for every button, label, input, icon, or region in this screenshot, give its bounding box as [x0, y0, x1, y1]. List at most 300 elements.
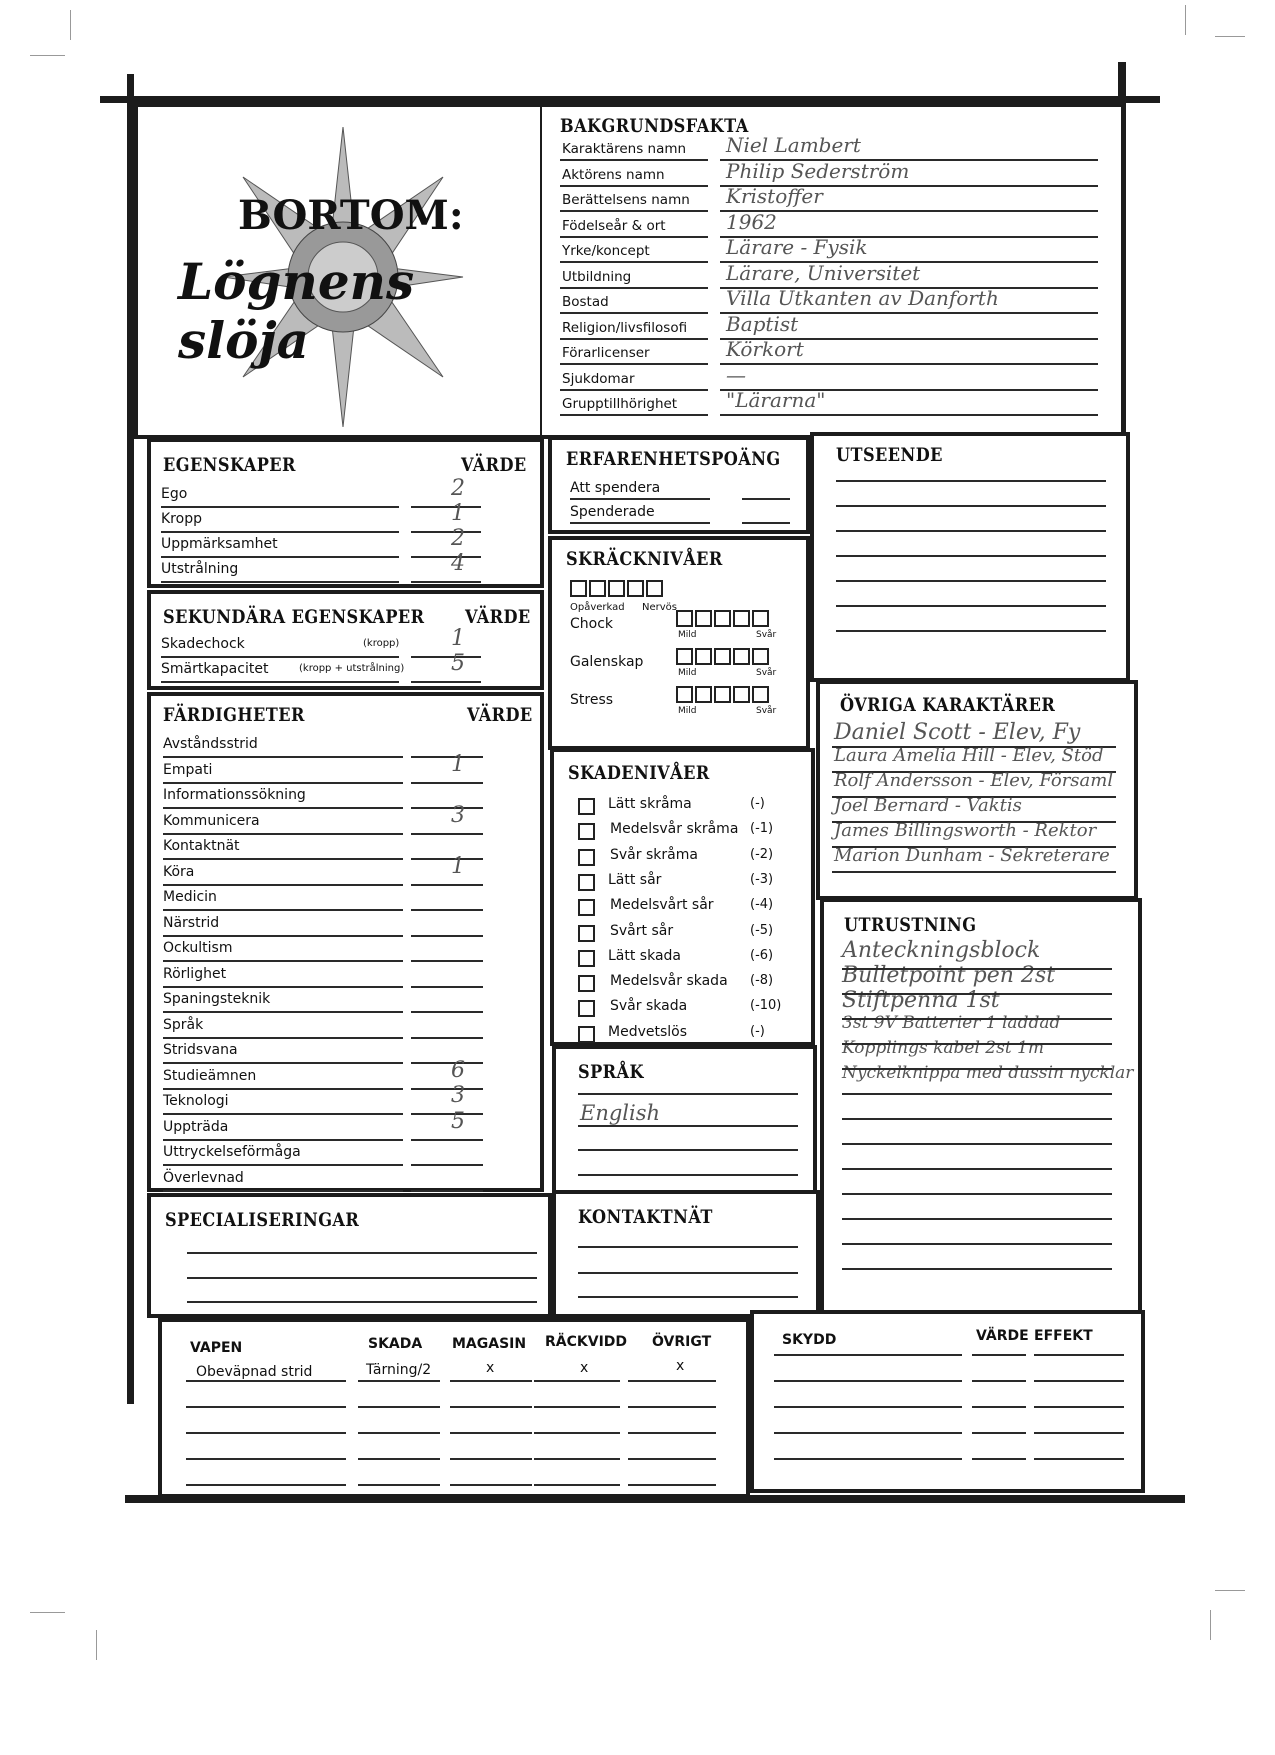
skill-label: Rörlighet	[163, 965, 227, 982]
damage-label: Medvetslös	[608, 1023, 688, 1040]
skill-line	[163, 909, 403, 911]
skills-box	[147, 692, 544, 1192]
weapon-name: Obeväpnad strid	[196, 1364, 313, 1380]
damage-checkbox[interactable]	[578, 1000, 595, 1017]
damage-label: Medelsvår skada	[610, 973, 728, 990]
skill-line	[163, 1164, 403, 1166]
secondary-value-field[interactable]	[411, 656, 481, 658]
skill-label: Empati	[163, 761, 213, 778]
equipment-entry: Bulletpoint pen 2st	[842, 963, 1056, 988]
damage-box	[550, 748, 815, 1046]
weapons-header-other: ÖVRIGT	[652, 1334, 712, 1350]
other-character-entry: Laura Amelia Hill - Elev, Stöd	[834, 745, 1104, 766]
skill-line	[163, 935, 403, 937]
skill-value-field[interactable]	[411, 782, 483, 784]
skill-label: Medicin	[163, 889, 217, 905]
background-value-field[interactable]	[720, 363, 1098, 365]
background-value: —	[726, 362, 746, 387]
attribute-value-field[interactable]	[411, 506, 481, 508]
skill-value-field[interactable]	[411, 1088, 483, 1090]
skill-value: 1	[451, 853, 465, 879]
fear-checkboxes[interactable]	[676, 610, 771, 627]
language-line	[578, 1149, 798, 1151]
appearance-line[interactable]	[836, 555, 1106, 557]
attribute-line	[161, 531, 399, 533]
damage-modifier: (-2)	[750, 846, 774, 862]
weapon-field[interactable]	[628, 1484, 716, 1486]
skill-value: 6	[451, 1057, 465, 1083]
attribute-label: Ego	[161, 486, 188, 502]
damage-checkbox[interactable]	[578, 899, 595, 916]
frame-top-bar	[100, 96, 1160, 103]
weapon-field[interactable]	[450, 1484, 532, 1486]
skill-line	[163, 807, 403, 809]
skill-line	[163, 884, 403, 886]
damage-checkbox[interactable]	[578, 950, 595, 967]
damage-title: SKADENIVÅER	[568, 762, 710, 784]
protection-field[interactable]	[972, 1354, 1026, 1356]
fear-mild-label: Mild	[678, 668, 697, 678]
background-value: "Lärarna"	[726, 388, 826, 412]
weapons-header-damage: SKADA	[368, 1336, 423, 1352]
equipment-title: UTRUSTNING	[844, 914, 977, 936]
skill-line	[163, 1011, 403, 1013]
weapon-field[interactable]	[628, 1380, 716, 1382]
background-label-line	[560, 185, 708, 187]
weapon-field[interactable]	[534, 1406, 620, 1408]
secondary-line	[161, 656, 399, 658]
weapon-field[interactable]	[534, 1484, 620, 1486]
weapon-field[interactable]	[628, 1432, 716, 1434]
skill-label: Studieämnen	[163, 1067, 257, 1084]
weapons-header-name: VAPEN	[190, 1340, 243, 1356]
skill-line	[163, 782, 403, 784]
skill-value-field[interactable]	[411, 1011, 483, 1013]
weapon-field[interactable]	[358, 1432, 440, 1434]
damage-modifier: (-1)	[750, 821, 774, 837]
weapon-field[interactable]	[534, 1380, 620, 1382]
skill-label: Överlevnad	[163, 1169, 244, 1186]
logo-title: BORTOM:	[238, 192, 464, 239]
skill-value-field[interactable]	[411, 1037, 483, 1039]
damage-checkbox[interactable]	[578, 823, 595, 840]
fear-label: Galenskap	[570, 654, 644, 670]
skill-label: Informationssökning	[163, 787, 306, 803]
weapon-field[interactable]	[186, 1432, 346, 1434]
appearance-title: UTSEENDE	[836, 444, 943, 466]
weapon-field[interactable]	[450, 1380, 532, 1382]
fear-mild-label: Mild	[678, 630, 697, 640]
experience-to-spend-field[interactable]	[742, 498, 790, 500]
background-label: Karaktärens namn	[562, 141, 687, 157]
secondary-line	[161, 681, 399, 683]
skill-label: Spaningsteknik	[163, 991, 271, 1007]
experience-spent-label: Spenderade	[570, 504, 655, 520]
skill-line	[163, 858, 403, 860]
skill-value-field[interactable]	[411, 833, 483, 835]
equipment-line[interactable]	[842, 1243, 1112, 1245]
skill-label: Kommunicera	[163, 812, 260, 829]
weapons-box	[158, 1318, 750, 1498]
equipment-line[interactable]	[842, 993, 1112, 995]
background-label: Födelseår & ort	[562, 217, 666, 234]
attribute-value: 2	[451, 526, 465, 551]
weapon-field[interactable]	[358, 1380, 440, 1382]
weapons-header-range: RÄCKVIDD	[545, 1334, 628, 1350]
background-label: Aktörens namn	[562, 166, 665, 183]
appearance-line[interactable]	[836, 630, 1106, 632]
experience-spent-field[interactable]	[742, 522, 790, 524]
other-character-entry: Daniel Scott - Elev, Fy	[834, 720, 1081, 745]
background-label: Berättelsens namn	[562, 192, 690, 208]
skill-value-field[interactable]	[411, 1190, 483, 1192]
experience-title: ERFARENHETSPOÄNG	[566, 448, 781, 470]
skill-label: Språk	[163, 1016, 204, 1033]
equipment-line[interactable]	[842, 1193, 1112, 1195]
specializations-line	[187, 1252, 537, 1254]
fear-label: Chock	[570, 616, 614, 632]
background-label-line	[560, 363, 708, 365]
language-title: SPRÅK	[578, 1061, 644, 1083]
secondary-note: (kropp)	[363, 638, 400, 649]
background-label-line	[560, 312, 708, 314]
logo-box	[134, 103, 544, 439]
protection-field[interactable]	[774, 1406, 962, 1408]
damage-modifier: (-4)	[750, 897, 774, 913]
secondary-label: Skadechock	[161, 636, 245, 652]
experience-line	[570, 522, 710, 524]
skill-value-field[interactable]	[411, 884, 483, 886]
protection-field[interactable]	[972, 1458, 1026, 1460]
skill-value-field[interactable]	[411, 986, 483, 988]
damage-label: Medelsvårt sår	[610, 897, 714, 914]
damage-checkbox[interactable]	[578, 874, 595, 891]
specializations-line	[187, 1277, 537, 1279]
fear-nervous-label: Nervös	[642, 602, 677, 613]
language-box	[552, 1045, 817, 1195]
appearance-line[interactable]	[836, 580, 1106, 582]
attribute-label: Uppmärksamhet	[161, 536, 278, 552]
protection-box	[750, 1310, 1145, 1493]
weapon-other: x	[676, 1358, 685, 1374]
background-value: Baptist	[726, 311, 799, 336]
protection-field[interactable]	[1034, 1354, 1124, 1356]
weapons-header-magazine: MAGASIN	[452, 1336, 527, 1352]
skill-value-field[interactable]	[411, 807, 483, 809]
background-value: Villa Utkanten av Danforth	[726, 286, 999, 310]
skill-value: 3	[451, 1083, 465, 1108]
skill-line	[163, 960, 403, 962]
background-label-line	[560, 287, 708, 289]
protection-field[interactable]	[972, 1432, 1026, 1434]
damage-label: Lätt skråma	[608, 796, 692, 812]
skill-label: Teknologi	[163, 1093, 229, 1109]
weapon-field[interactable]	[186, 1380, 346, 1382]
damage-modifier: (-6)	[750, 947, 774, 963]
skill-label: Ockultism	[163, 940, 233, 956]
damage-checkbox[interactable]	[578, 925, 595, 942]
equipment-line[interactable]	[842, 1093, 1112, 1095]
damage-label: Svår skråma	[610, 846, 698, 863]
secondary-title: SEKUNDÄRA EGENSKAPER	[163, 606, 425, 628]
equipment-line[interactable]	[842, 1168, 1112, 1170]
weapon-field[interactable]	[628, 1406, 716, 1408]
skill-label: Avståndsstrid	[163, 736, 258, 752]
protection-field[interactable]	[774, 1380, 962, 1382]
damage-checkbox[interactable]	[578, 975, 595, 992]
other-character-entry: James Billingsworth - Rektor	[834, 820, 1097, 841]
background-value: Lärare, Universitet	[726, 260, 921, 285]
skill-label: Kontaktnät	[163, 838, 240, 854]
background-label: Grupptillhörighet	[562, 396, 678, 412]
protection-header-value: VÄRDE	[976, 1328, 1029, 1344]
background-label-line	[560, 414, 708, 416]
protection-field[interactable]	[774, 1354, 962, 1356]
secondary-note: (kropp + utstrålning)	[299, 663, 405, 674]
fear-label: Stress	[570, 692, 614, 708]
damage-label: Svår skada	[610, 998, 688, 1015]
damage-modifier: (-3)	[750, 871, 774, 887]
attribute-line	[161, 506, 399, 508]
weapon-field[interactable]	[450, 1432, 532, 1434]
background-box	[542, 103, 1125, 439]
damage-label: Medelsvår skråma	[610, 821, 739, 838]
skill-line	[163, 1139, 403, 1141]
protection-field[interactable]	[1034, 1432, 1124, 1434]
fear-checkboxes[interactable]	[676, 686, 771, 703]
damage-modifier: (-5)	[750, 922, 774, 938]
skill-line	[163, 833, 403, 835]
background-label: Utbildning	[562, 268, 632, 285]
language-line	[578, 1174, 798, 1176]
skill-label: Köra	[163, 863, 195, 880]
weapon-field[interactable]	[186, 1484, 346, 1486]
appearance-line[interactable]	[836, 530, 1106, 532]
protection-field[interactable]	[774, 1458, 962, 1460]
character-sheet	[10, 0, 1255, 1755]
damage-label: Lätt sår	[608, 871, 662, 888]
skills-value-header: VÄRDE	[467, 704, 533, 726]
damage-modifier: (-)	[750, 796, 765, 811]
skill-value: 1	[451, 751, 465, 777]
attribute-value-field[interactable]	[411, 531, 481, 533]
background-label-line	[560, 210, 708, 212]
damage-label: Svårt sår	[610, 922, 674, 939]
contacts-line	[578, 1296, 798, 1298]
attribute-value: 2	[451, 476, 465, 501]
weapon-range: x	[580, 1360, 589, 1376]
damage-label: Lätt skada	[608, 947, 682, 964]
fear-severe-label: Svår	[756, 668, 777, 678]
secondary-label: Smärtkapacitet	[161, 661, 269, 677]
other-character-entry: Rolf Andersson - Elev, Församl	[834, 770, 1114, 791]
skill-value-field[interactable]	[411, 935, 483, 937]
equipment-entry: Kopplings kabel 2st 1m	[842, 1038, 1045, 1058]
crop-mark	[30, 55, 65, 56]
appearance-box	[810, 432, 1130, 682]
skill-value-field[interactable]	[411, 960, 483, 962]
damage-modifier: (-10)	[750, 998, 782, 1014]
background-value-field[interactable]	[720, 414, 1098, 416]
other-character-entry: Marion Dunham - Sekreterare	[834, 845, 1110, 866]
fear-box	[548, 536, 810, 750]
secondary-value: 5	[451, 651, 465, 676]
other-characters-title: ÖVRIGA KARAKTÄRER	[840, 694, 1056, 716]
crop-mark	[1210, 1610, 1211, 1640]
secondary-value-field[interactable]	[411, 681, 481, 683]
contacts-line	[578, 1272, 798, 1274]
skill-label: Uppträda	[163, 1118, 229, 1135]
damage-checkbox[interactable]	[578, 849, 595, 866]
equipment-line[interactable]	[842, 968, 1112, 970]
attributes-value-header: VÄRDE	[461, 454, 527, 476]
specializations-line	[187, 1301, 537, 1303]
secondary-box	[147, 590, 544, 690]
experience-box	[548, 436, 810, 534]
language-line	[578, 1093, 798, 1095]
other-characters-box	[816, 680, 1138, 900]
appearance-line[interactable]	[836, 605, 1106, 607]
weapon-field[interactable]	[534, 1432, 620, 1434]
background-value: Lärare - Fysik	[726, 235, 868, 259]
weapon-field[interactable]	[450, 1406, 532, 1408]
equipment-line[interactable]	[842, 1218, 1112, 1220]
crop-mark	[1215, 1590, 1245, 1591]
background-label-line	[560, 261, 708, 263]
fear-mild-label: Mild	[678, 706, 697, 716]
contacts-line	[578, 1246, 798, 1248]
skill-value-field[interactable]	[411, 1113, 483, 1115]
skill-line	[163, 756, 403, 758]
skill-value-field[interactable]	[411, 1164, 483, 1166]
equipment-line[interactable]	[842, 1018, 1112, 1020]
fear-unaffected-label: Opåverkad	[570, 602, 625, 613]
contacts-box	[552, 1190, 820, 1318]
skill-label: Uttryckelseförmåga	[163, 1144, 301, 1160]
fear-severe-label: Svår	[756, 630, 777, 640]
protection-field[interactable]	[774, 1432, 962, 1434]
skill-value-field[interactable]	[411, 756, 483, 758]
skill-value: 3	[451, 802, 465, 828]
skill-value-field[interactable]	[411, 909, 483, 911]
equipment-entry: Nyckelknippa med dussin nycklar	[842, 1063, 1134, 1083]
background-label-line	[560, 159, 708, 161]
language-line	[578, 1125, 798, 1127]
experience-line	[570, 498, 710, 500]
fear-title: SKRÄCKNIVÅER	[566, 548, 723, 570]
weapon-magazine: x	[486, 1360, 495, 1376]
protection-field[interactable]	[1034, 1458, 1124, 1460]
skill-line	[163, 1113, 403, 1115]
crop-mark	[96, 1630, 97, 1660]
protection-field[interactable]	[1034, 1406, 1124, 1408]
equipment-line[interactable]	[842, 1118, 1112, 1120]
background-label: Sjukdomar	[562, 370, 635, 387]
weapon-field[interactable]	[358, 1458, 440, 1460]
attribute-line	[161, 581, 399, 583]
background-title: BAKGRUNDSFAKTA	[560, 115, 749, 137]
skill-value: 5	[451, 1108, 465, 1134]
secondary-value-header: VÄRDE	[465, 606, 531, 628]
equipment-entry: 3st 9V Batterier 1 laddad	[842, 1013, 1061, 1033]
skill-line	[163, 1088, 403, 1090]
skill-line	[163, 1037, 403, 1039]
background-value: Körkort	[726, 337, 804, 361]
contacts-title: KONTAKTNÄT	[578, 1206, 713, 1228]
equipment-line[interactable]	[842, 1068, 1112, 1070]
equipment-line[interactable]	[842, 1143, 1112, 1145]
experience-to-spend-label: Att spendera	[570, 480, 661, 496]
weapon-field[interactable]	[358, 1484, 440, 1486]
background-label-line	[560, 338, 708, 340]
logo-subtitle: Lögnens slöja	[178, 252, 415, 370]
weapon-field[interactable]	[186, 1458, 346, 1460]
protection-field[interactable]	[972, 1406, 1026, 1408]
secondary-value: 1	[451, 626, 465, 651]
fear-base-checkboxes[interactable]	[570, 580, 665, 597]
skills-title: FÄRDIGHETER	[163, 704, 305, 726]
attribute-value-field[interactable]	[411, 581, 481, 583]
other-character-entry: Joel Bernard - Vaktis	[834, 795, 1022, 816]
frame-left-bar	[127, 74, 134, 1404]
other-character-line[interactable]	[832, 871, 1116, 873]
equipment-line[interactable]	[842, 1043, 1112, 1045]
attribute-line	[161, 556, 399, 558]
appearance-line[interactable]	[836, 505, 1106, 507]
specializations-box	[147, 1193, 552, 1318]
protection-header-effect: EFFEKT	[1034, 1328, 1093, 1344]
background-label-line	[560, 236, 708, 238]
weapon-field[interactable]	[358, 1406, 440, 1408]
background-label: Förarlicenser	[562, 345, 650, 361]
skill-value-field[interactable]	[411, 1139, 483, 1141]
weapon-field[interactable]	[534, 1458, 620, 1460]
protection-field[interactable]	[972, 1380, 1026, 1382]
background-label: Yrke/koncept	[562, 243, 650, 259]
specializations-title: SPECIALISERINGAR	[165, 1209, 360, 1231]
equipment-box	[820, 898, 1142, 1320]
damage-checkbox[interactable]	[578, 1026, 595, 1043]
crop-mark	[1215, 36, 1245, 37]
skill-value-field[interactable]	[411, 1062, 483, 1064]
equipment-line[interactable]	[842, 1268, 1112, 1270]
crop-mark	[70, 10, 71, 40]
attributes-box	[147, 438, 544, 588]
fear-severe-label: Svår	[756, 706, 777, 716]
protection-header-name: SKYDD	[782, 1332, 837, 1348]
appearance-line[interactable]	[836, 480, 1106, 482]
fear-checkboxes[interactable]	[676, 648, 771, 665]
damage-checkbox[interactable]	[578, 798, 595, 815]
weapon-field[interactable]	[186, 1406, 346, 1408]
equipment-entry: Anteckningsblock	[842, 938, 1041, 963]
attribute-value: 4	[451, 551, 465, 576]
background-value: 1962	[726, 209, 777, 234]
skill-value-field[interactable]	[411, 858, 483, 860]
damage-modifier: (-)	[750, 1023, 765, 1039]
protection-field[interactable]	[1034, 1380, 1124, 1382]
attribute-value-field[interactable]	[411, 556, 481, 558]
weapon-field[interactable]	[450, 1458, 532, 1460]
background-label: Bostad	[562, 294, 609, 310]
weapon-field[interactable]	[628, 1458, 716, 1460]
skill-line	[163, 1062, 403, 1064]
attributes-title: EGENSKAPER	[163, 454, 296, 476]
skill-line	[163, 1190, 403, 1192]
attribute-label: Kropp	[161, 511, 202, 527]
damage-modifier: (-8)	[750, 973, 774, 989]
skill-line	[163, 986, 403, 988]
